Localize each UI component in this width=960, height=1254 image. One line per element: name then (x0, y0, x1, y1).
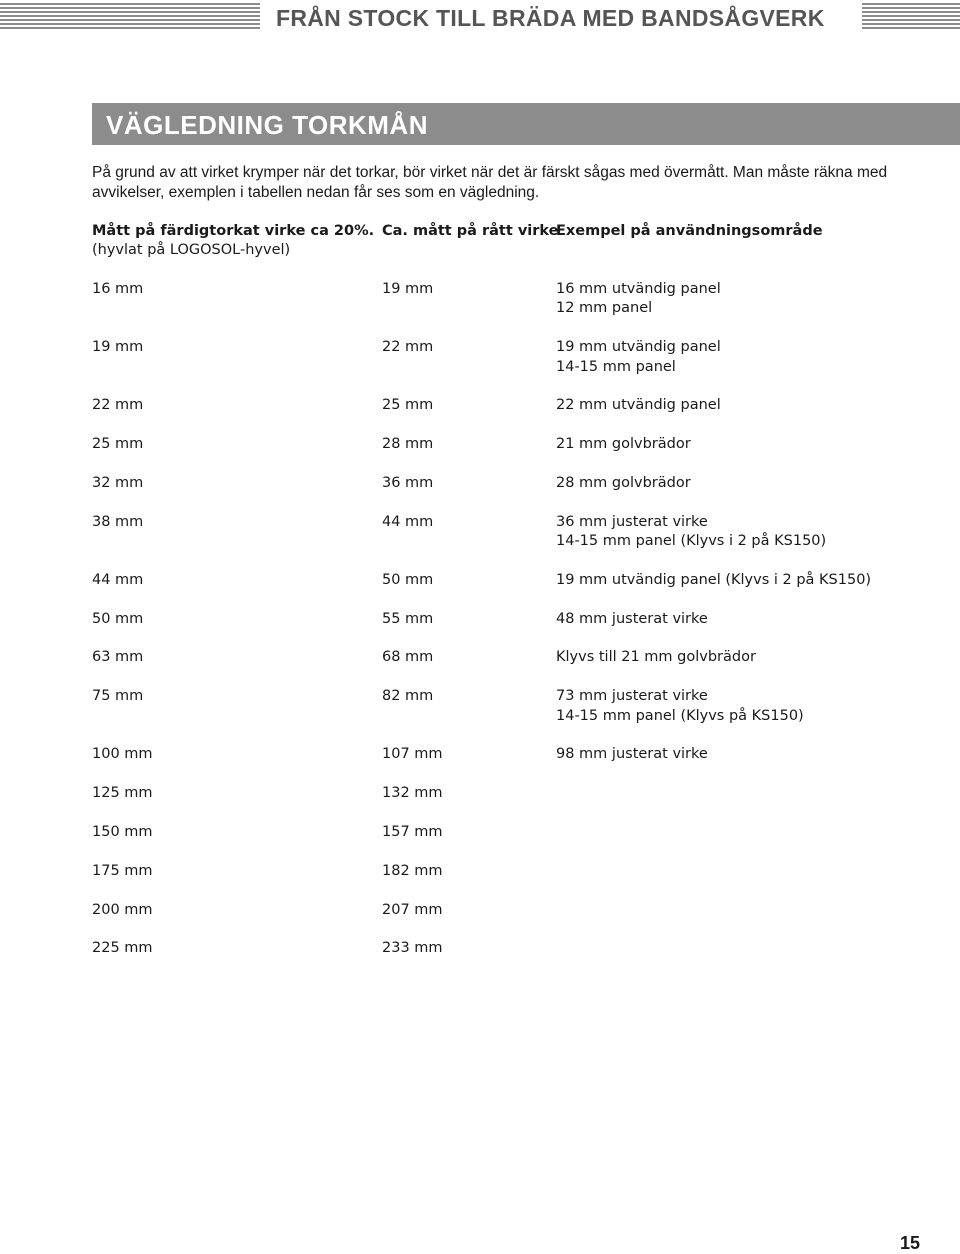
page-header (0, 0, 960, 36)
header-raw-size: Ca. mått på rått virke (382, 223, 559, 239)
cell-dry-size: 44 mm (92, 571, 144, 588)
usage-line: 16 mm utvändig panel (556, 281, 721, 297)
table-header (92, 222, 952, 280)
header-stripes-right (862, 3, 960, 31)
cell-raw-size: 25 mm (382, 397, 434, 414)
table-row (92, 745, 952, 764)
table-row (92, 396, 952, 415)
usage-line: 14-15 mm panel (556, 358, 676, 375)
table-row (92, 338, 952, 377)
cell-dry-size: 63 mm (92, 649, 144, 666)
cell-dry-size: 50 mm (92, 610, 144, 627)
usage-line: 36 mm justerat virke (556, 513, 708, 530)
cell-dry-size: 175 mm (92, 862, 153, 879)
cell-dry-size: 32 mm (92, 474, 144, 491)
shrinkage-table (92, 222, 952, 978)
cell-usage (556, 571, 871, 590)
cell-raw-size: 107 mm (382, 746, 443, 763)
header-title: FRÅN STOCK TILL BRÄDA MED BANDSÅGVERK (276, 5, 825, 31)
table-row (92, 823, 952, 842)
cell-dry-size: 16 mm (92, 281, 144, 297)
usage-line: 28 mm golvbrädor (556, 474, 691, 491)
cell-raw-size: 233 mm (382, 940, 443, 957)
usage-line: 22 mm utvändig panel (556, 397, 721, 414)
table-row (92, 610, 952, 629)
cell-raw-size: 132 mm (382, 785, 443, 802)
table-row (92, 648, 952, 667)
usage-line: 21 mm golvbrädor (556, 436, 691, 453)
cell-raw-size: 28 mm (382, 436, 434, 453)
cell-dry-size: 200 mm (92, 901, 153, 918)
cell-usage (556, 396, 721, 415)
cell-dry-size: 19 mm (92, 339, 144, 356)
table-row (92, 280, 952, 319)
cell-usage (556, 648, 756, 667)
table-row (92, 901, 952, 920)
usage-line: Klyvs till 21 mm golvbrädor (556, 649, 756, 666)
header-dry-size-sub: (hyvlat på LOGOSOL-hyvel) (92, 242, 291, 259)
cell-usage (556, 513, 826, 552)
cell-raw-size: 68 mm (382, 649, 434, 666)
table-row (92, 571, 952, 590)
cell-dry-size: 25 mm (92, 436, 144, 453)
table-row (92, 687, 952, 726)
cell-dry-size: 225 mm (92, 940, 153, 957)
cell-dry-size: 150 mm (92, 824, 153, 840)
cell-usage (556, 610, 708, 629)
section-title: VÄGLEDNING TORKMÅN (106, 110, 428, 140)
usage-line: 73 mm justerat virke (556, 688, 708, 705)
table-row (92, 474, 952, 493)
cell-raw-size: 50 mm (382, 571, 434, 588)
header-dry-size (92, 222, 374, 261)
cell-usage (556, 280, 721, 319)
cell-dry-size: 38 mm (92, 513, 144, 530)
cell-raw-size: 36 mm (382, 474, 434, 491)
table-row (92, 435, 952, 454)
cell-raw-size: 19 mm (382, 281, 434, 297)
table-body (92, 280, 952, 959)
usage-line: 14-15 mm panel (Klyvs på KS150) (556, 707, 804, 724)
usage-line: 19 mm utvändig panel (556, 339, 721, 356)
cell-raw-size: 44 mm (382, 513, 434, 530)
header-stripes-left (0, 3, 260, 31)
section-banner (92, 103, 960, 145)
header-usage: Exempel på användningsområde (556, 223, 823, 239)
cell-raw-size: 55 mm (382, 610, 434, 627)
usage-line: 12 mm panel (556, 300, 653, 317)
cell-raw-size: 82 mm (382, 688, 434, 705)
header-dry-size-label: Mått på färdigtorkat virke ca 20%. (92, 223, 375, 239)
usage-line: 14-15 mm panel (Klyvs i 2 på KS150) (556, 533, 827, 550)
cell-dry-size: 75 mm (92, 688, 144, 705)
usage-line: 19 mm utvändig panel (Klyvs i 2 på KS150) (556, 571, 872, 588)
usage-line: 48 mm justerat virke (556, 610, 708, 627)
page-number: 15 (899, 1233, 920, 1253)
cell-usage (556, 435, 691, 454)
cell-raw-size: 182 mm (382, 862, 443, 879)
table-row (92, 862, 952, 881)
cell-usage (556, 474, 691, 493)
cell-raw-size: 22 mm (382, 339, 434, 356)
cell-usage (556, 687, 804, 726)
cell-usage (556, 338, 721, 377)
table-row (92, 513, 952, 552)
cell-dry-size: 125 mm (92, 785, 153, 802)
cell-raw-size: 207 mm (382, 901, 443, 918)
usage-line: 98 mm justerat virke (556, 746, 708, 763)
intro-paragraph: På grund av att virket krymper när det torkar, bör virket när det är färskt sågas med övermått. Man måste räkna med avvikelser, exemplen i tabellen nedan får ses som en vägledning. (92, 164, 888, 201)
cell-usage (556, 745, 708, 764)
table-row (92, 939, 952, 958)
cell-dry-size: 22 mm (92, 397, 144, 414)
table-row (92, 784, 952, 803)
cell-dry-size: 100 mm (92, 746, 153, 763)
cell-raw-size: 157 mm (382, 824, 443, 840)
